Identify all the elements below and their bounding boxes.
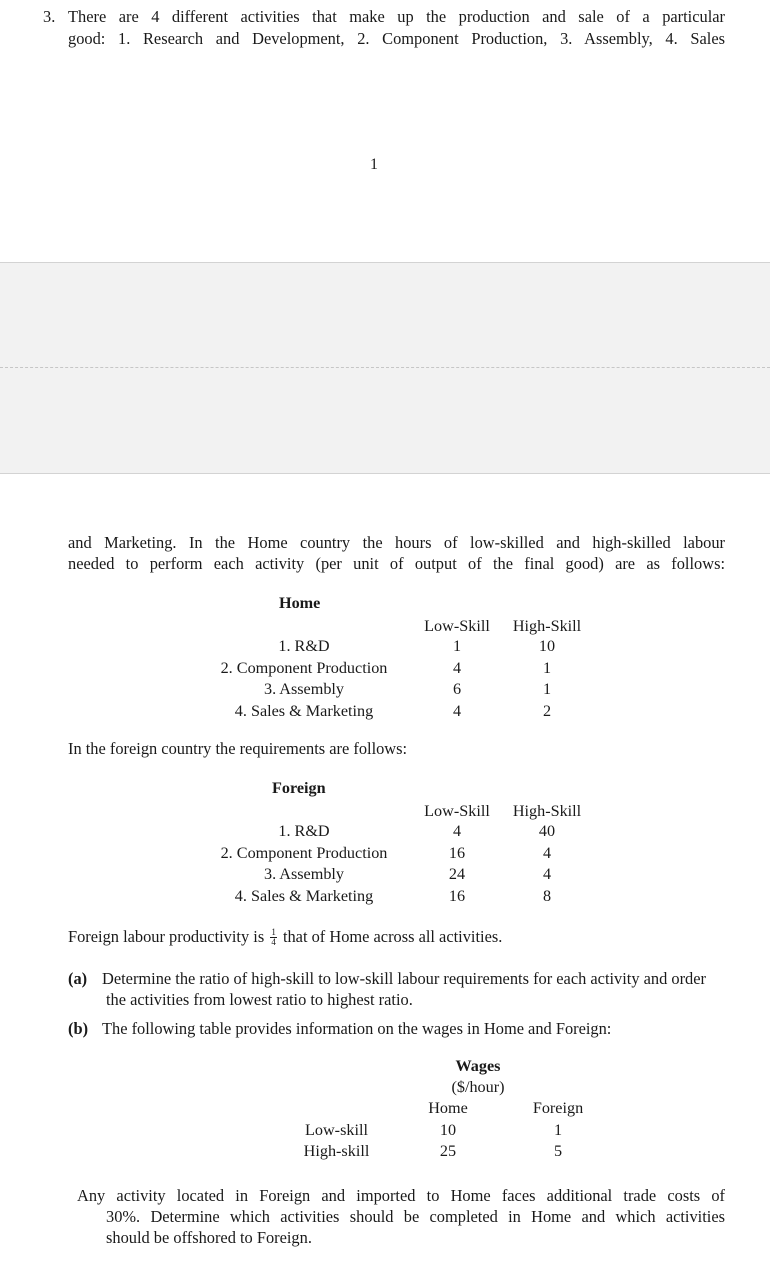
closing-line-3: should be offshored to Foreign. xyxy=(106,1228,312,1247)
high-skill-value: 4 xyxy=(542,843,552,862)
page-1 xyxy=(0,0,770,262)
part-b xyxy=(68,1018,725,1039)
productivity-text-after: that of Home across all activities. xyxy=(282,927,503,946)
high-skill-value: 8 xyxy=(542,887,552,906)
table-row xyxy=(196,701,592,723)
table-row xyxy=(196,821,592,843)
table-row xyxy=(196,864,592,886)
foreign-table-title: Foreign xyxy=(272,779,326,797)
fraction-numerator: 1 xyxy=(271,927,276,937)
high-skill-value: 40 xyxy=(538,822,556,840)
activity-label: 3. Assembly xyxy=(263,865,345,884)
part-b-text: The following table provides information on the wages in Home and Foreign: xyxy=(102,1019,612,1038)
page-break-divider xyxy=(0,367,770,368)
question-number: 3. xyxy=(43,7,56,26)
home-col-high-skill: High-Skill xyxy=(512,617,582,635)
table-row xyxy=(293,1141,600,1162)
high-skill-value: 4 xyxy=(542,865,552,884)
foreign-wage-value: 1 xyxy=(553,1120,563,1139)
low-skill-value: 1 xyxy=(452,637,462,655)
closing-line-1: Any activity located in Foreign and imported to Home faces additional trade costs of xyxy=(77,1186,725,1205)
continuation-line-1: and Marketing. In the Home country the hours of low-skilled and high-skilled labour xyxy=(68,533,725,552)
table-row xyxy=(196,658,592,680)
low-skill-value: 24 xyxy=(448,865,466,884)
low-skill-value: 16 xyxy=(448,843,466,862)
table-row xyxy=(293,1120,600,1141)
part-a-label: (a) xyxy=(68,969,88,988)
intro-line-2: good: 1. Research and Development, 2. Component Production, 3. Assembly, 4. Sales xyxy=(68,29,725,48)
page-number: 1 xyxy=(370,156,378,173)
foreign-requirements-table xyxy=(196,775,592,908)
home-wage-value: 25 xyxy=(439,1141,457,1160)
continuation-line-2: needed to perform each activity (per unit of output of the final good) are as follows: xyxy=(68,554,725,573)
productivity-text-before: Foreign labour productivity is xyxy=(68,927,265,946)
home-requirements-table xyxy=(196,590,592,723)
activity-label: 4. Sales & Marketing xyxy=(234,702,374,721)
low-skill-value: 16 xyxy=(448,887,466,906)
activity-label: 2. Component Production xyxy=(220,843,388,862)
wage-row-label: Low-skill xyxy=(305,1120,368,1139)
low-skill-value: 6 xyxy=(452,680,462,699)
wages-unit: ($/hour) xyxy=(451,1078,505,1097)
productivity-statement xyxy=(68,926,502,948)
foreign-wage-value: 5 xyxy=(553,1141,563,1160)
table-row xyxy=(196,886,592,908)
table-row xyxy=(196,679,592,701)
wages-title: Wages xyxy=(455,1057,501,1075)
high-skill-value: 2 xyxy=(542,702,552,721)
activity-label: 1. R&D xyxy=(278,822,330,840)
foreign-col-low-skill: Low-Skill xyxy=(424,802,490,820)
intro-line-1: There are 4 different activities that make up the production and sale of a particular xyxy=(68,7,725,26)
wages-col-home: Home xyxy=(428,1099,468,1118)
fraction-denominator: 4 xyxy=(271,937,276,947)
one-quarter-fraction xyxy=(270,928,277,947)
low-skill-value: 4 xyxy=(452,702,462,721)
part-b-label: (b) xyxy=(68,1019,89,1038)
table-row xyxy=(196,843,592,865)
part-a-text: Determine the ratio of high-skill to low-skill labour requirements for each activity and order the activities from lowest ratio to highest ratio. xyxy=(102,969,706,1009)
foreign-intro: In the foreign country the requirements are follows: xyxy=(68,739,408,758)
home-table-title: Home xyxy=(279,594,321,612)
foreign-col-high-skill: High-Skill xyxy=(512,802,582,820)
high-skill-value: 10 xyxy=(538,637,556,655)
closing-line-2: 30%. Determine which activities should be completed in Home and which activities xyxy=(106,1207,725,1226)
home-col-low-skill: Low-Skill xyxy=(424,617,490,635)
wages-col-foreign: Foreign xyxy=(532,1099,584,1118)
activity-label: 3. Assembly xyxy=(263,680,345,699)
low-skill-value: 4 xyxy=(452,822,462,840)
page-break-gap xyxy=(0,262,770,474)
wage-row-label: High-skill xyxy=(303,1141,370,1160)
home-wage-value: 10 xyxy=(439,1120,457,1139)
low-skill-value: 4 xyxy=(452,658,462,677)
part-a xyxy=(68,968,725,1010)
wages-table xyxy=(293,1056,600,1162)
activity-label: 2. Component Production xyxy=(220,658,388,677)
high-skill-value: 1 xyxy=(542,658,552,677)
activity-label: 1. R&D xyxy=(278,637,330,655)
activity-label: 4. Sales & Marketing xyxy=(234,887,374,906)
table-row xyxy=(196,636,592,658)
high-skill-value: 1 xyxy=(542,680,552,699)
